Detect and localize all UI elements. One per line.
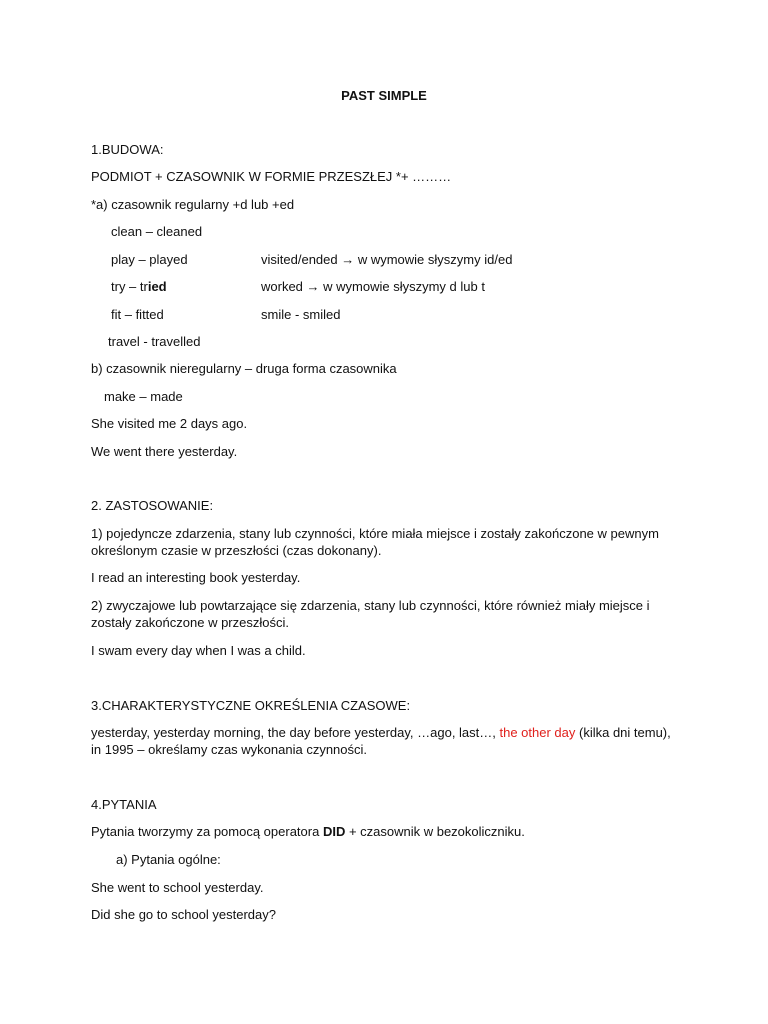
- time-expressions-line1: [91, 724, 671, 741]
- section-heading-budowa: 1.BUDOWA:: [91, 142, 164, 157]
- example-try: [111, 278, 167, 295]
- questions-intro-text-b: + czasownik w bezokoliczniku.: [345, 824, 525, 839]
- usage-example-2: I swam every day when I was a child.: [91, 643, 306, 658]
- regular-verb-intro: *a) czasownik regularny +d lub +ed: [91, 197, 295, 212]
- general-questions-item: a) Pytania ogólne:: [116, 852, 221, 867]
- section-heading-zastosowanie: 2. ZASTOSOWANIE:: [91, 498, 214, 513]
- pronunciation-note-id: visited/ended → w wymowie słyszymy id/ed: [261, 252, 513, 267]
- example-try-ending: ied: [147, 279, 167, 294]
- usage-point-2-line1: 2) zwyczajowe lub powtarzające się zdarzenia, stany lub czynności, które również miały miejsce i: [91, 598, 650, 613]
- example-sentence-went: We went there yesterday.: [91, 444, 238, 459]
- section-heading-time-expressions: 3.CHARAKTERYSTYCZNE OKREŚLENIA CZASOWE:: [91, 698, 411, 713]
- usage-point-1-line1: 1) pojedyncze zdarzenia, stany lub czynności, które miała miejsce i zostały zakończone w pewnym: [91, 526, 659, 541]
- example-fit: fit – fitted: [111, 307, 164, 322]
- time-expressions-text-a: yesterday, yesterday morning, the day before yesterday, …ago, last…,: [91, 725, 500, 740]
- pronunciation-note-dt: worked → w wymowie słyszymy d lub t: [261, 279, 485, 294]
- section-heading-pytania: 4.PYTANIA: [91, 797, 157, 812]
- usage-example-1: I read an interesting book yesterday.: [91, 570, 301, 585]
- questions-intro-text-a: Pytania tworzymy za pomocą operatora: [91, 824, 323, 839]
- page-title: PAST SIMPLE: [341, 88, 427, 103]
- example-travel: travel - travelled: [108, 334, 201, 349]
- question-example-question: Did she go to school yesterday?: [91, 907, 276, 922]
- usage-point-1-line2: określonym czasie w przeszłości (czas dokonany).: [91, 543, 382, 558]
- example-make: make – made: [104, 389, 183, 404]
- irregular-verb-intro: b) czasownik nieregularny – druga forma czasownika: [91, 361, 397, 376]
- highlighted-expression: the other day: [499, 725, 576, 740]
- time-expressions-line2: in 1995 – określamy czas wykonania czynności.: [91, 742, 368, 757]
- example-play: play – played: [111, 252, 188, 267]
- example-smile: smile - smiled: [261, 307, 341, 322]
- example-try-part1: try – tr: [111, 279, 148, 294]
- question-example-statement: She went to school yesterday.: [91, 880, 264, 895]
- example-clean: clean – cleaned: [111, 224, 203, 239]
- usage-point-2-line2: zostały zakończone w przeszłości.: [91, 615, 289, 630]
- structure-formula: PODMIOT + CZASOWNIK W FORMIE PRZESZŁEJ *+ ………: [91, 169, 452, 184]
- did-operator: DID: [322, 824, 346, 839]
- example-sentence-visited: She visited me 2 days ago.: [91, 416, 248, 431]
- questions-intro: [91, 823, 525, 840]
- time-expressions-text-b: (kilka dni temu),: [575, 725, 671, 740]
